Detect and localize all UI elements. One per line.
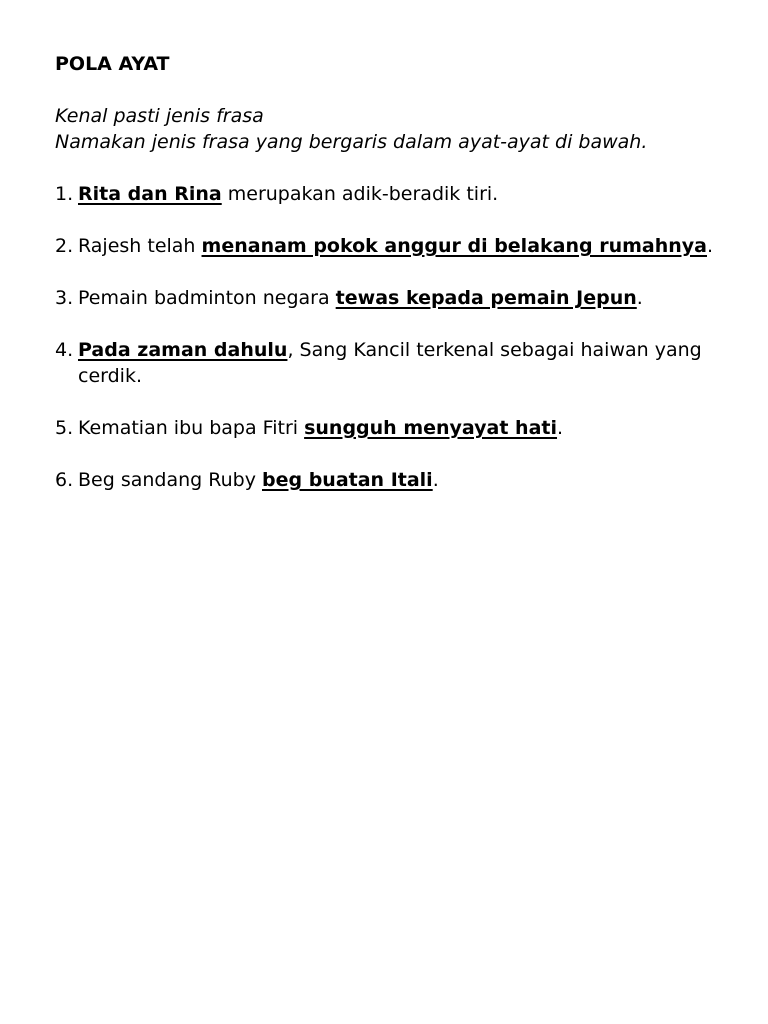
- question-item-5: [55, 415, 735, 441]
- question-number: 2.: [55, 235, 74, 257]
- question-text-before: Beg sandang Ruby: [78, 469, 262, 491]
- underlined-phrase: tewas kepada pemain Jepun: [335, 287, 637, 309]
- question-text-after: .: [432, 469, 439, 491]
- question-text-before: Pemain badminton negara: [78, 287, 336, 309]
- question-text-before: Rajesh telah: [78, 235, 202, 257]
- question-text-after: merupakan adik-beradik tiri.: [221, 183, 499, 205]
- underlined-phrase: menanam pokok anggur di belakang rumahnya: [201, 235, 707, 257]
- question-text-after: , Sang Kancil terkenal sebagai haiwan yang cerdik.: [78, 339, 702, 387]
- question-number: 6.: [55, 469, 74, 491]
- question-number: 5.: [55, 417, 74, 439]
- question-item-1: [55, 181, 735, 207]
- question-text-after: .: [557, 417, 564, 439]
- document-instruction: Namakan jenis frasa yang bergaris dalam ayat-ayat di bawah.: [55, 131, 648, 153]
- question-text-before: Kematian ibu bapa Fitri: [78, 417, 305, 439]
- underlined-phrase: Rita dan Rina: [78, 183, 222, 205]
- underlined-phrase: Pada zaman dahulu: [78, 339, 288, 361]
- question-item-6: [55, 467, 735, 493]
- document-title: POLA AYAT: [55, 53, 170, 75]
- question-number: 1.: [55, 183, 74, 205]
- question-item-3: [55, 285, 735, 311]
- question-number: 4.: [55, 339, 74, 361]
- document-subtitle: Kenal pasti jenis frasa: [55, 105, 264, 127]
- underlined-phrase: sungguh menyayat hati: [304, 417, 558, 439]
- document-content: [55, 51, 735, 519]
- question-item-4: [55, 337, 735, 389]
- question-text-after: .: [707, 235, 714, 257]
- question-text-after: .: [636, 287, 643, 309]
- question-list: [55, 181, 735, 493]
- underlined-phrase: beg buatan Itali: [262, 469, 433, 491]
- question-number: 3.: [55, 287, 74, 309]
- question-item-2: [55, 233, 735, 259]
